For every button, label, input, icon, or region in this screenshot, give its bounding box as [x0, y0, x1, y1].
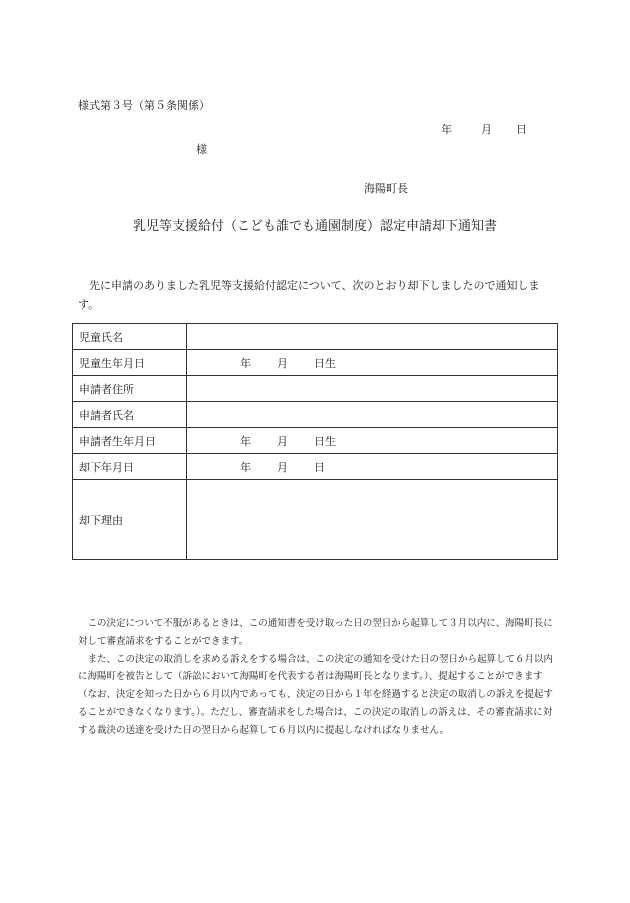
table-row	[73, 324, 558, 350]
table-row	[73, 376, 558, 402]
date-year: 年	[441, 123, 452, 136]
label-rejection-date: 却下年月日	[73, 454, 187, 480]
birth-month: 月	[277, 356, 288, 370]
birth-year: 年	[240, 356, 251, 370]
intro-sentence: 先に申請のありました乳児等支援給付認定について、次のとおり却下しましたので通知します。	[78, 279, 540, 311]
value-child-birthdate	[187, 350, 558, 376]
label-child-name: 児童氏名	[73, 324, 187, 350]
appeal-notice	[78, 615, 558, 740]
value-rejection-date	[187, 454, 558, 480]
date-month: 月	[481, 123, 492, 136]
value-applicant-address	[187, 376, 558, 402]
date-day: 日	[516, 123, 527, 136]
value-rejection-reason	[187, 480, 558, 560]
issuer-name: 海陽町長	[364, 182, 408, 195]
rejection-year: 年	[240, 460, 251, 474]
table-row	[73, 480, 558, 560]
value-child-name	[187, 324, 558, 350]
value-applicant-name	[187, 402, 558, 428]
table-row	[73, 350, 558, 376]
label-applicant-name: 申請者氏名	[73, 402, 187, 428]
rejection-month: 月	[277, 460, 288, 474]
info-table	[72, 323, 558, 560]
rejection-day: 日	[314, 460, 325, 474]
table-row	[73, 402, 558, 428]
form-number: 様式第３号（第５条関係）	[78, 99, 210, 112]
addressee-suffix: 様	[196, 143, 207, 156]
notice-paragraph-1: この決定について不服があるときは、この通知書を受け取った日の翌日から起算して３月以内に、海陽町長に対して審査請求をすることができます。	[78, 618, 553, 647]
label-rejection-reason: 却下理由	[73, 480, 187, 560]
value-applicant-birthdate	[187, 428, 558, 454]
issue-date	[441, 121, 527, 137]
applicant-birth-day: 日生	[314, 434, 336, 448]
notice-paragraph-2: また、この決定の取消しを求める訴えをする場合は、この決定の通知を受けた日の翌日から起算して６月以内に海陽町を被告として（訴訟において海陽町を代表する者は海陽町長となります。）、提起することができます（なお、決定を知った日から６月以内であっても、決定の日から１年を経過すると決定の取消しの訴えを提起することができなくなります。）。ただし、審査請求をした場合は、この決定の取消しの訴えは、その審査請求に対する裁決の送達を受けた日の翌日から起算して６月以内に提起しなければなりません。	[78, 653, 554, 736]
table-row	[73, 454, 558, 480]
label-applicant-birthdate: 申請者生年月日	[73, 428, 187, 454]
document-title: 乳児等支援給付（こども誰でも通園制度）認定申請却下通知書	[132, 219, 497, 234]
label-child-birthdate: 児童生年月日	[73, 350, 187, 376]
applicant-birth-year: 年	[240, 434, 251, 448]
birth-day: 日生	[314, 356, 336, 370]
applicant-birth-month: 月	[277, 434, 288, 448]
intro-text	[78, 276, 558, 314]
label-applicant-address: 申請者住所	[73, 376, 187, 402]
table-row	[73, 428, 558, 454]
